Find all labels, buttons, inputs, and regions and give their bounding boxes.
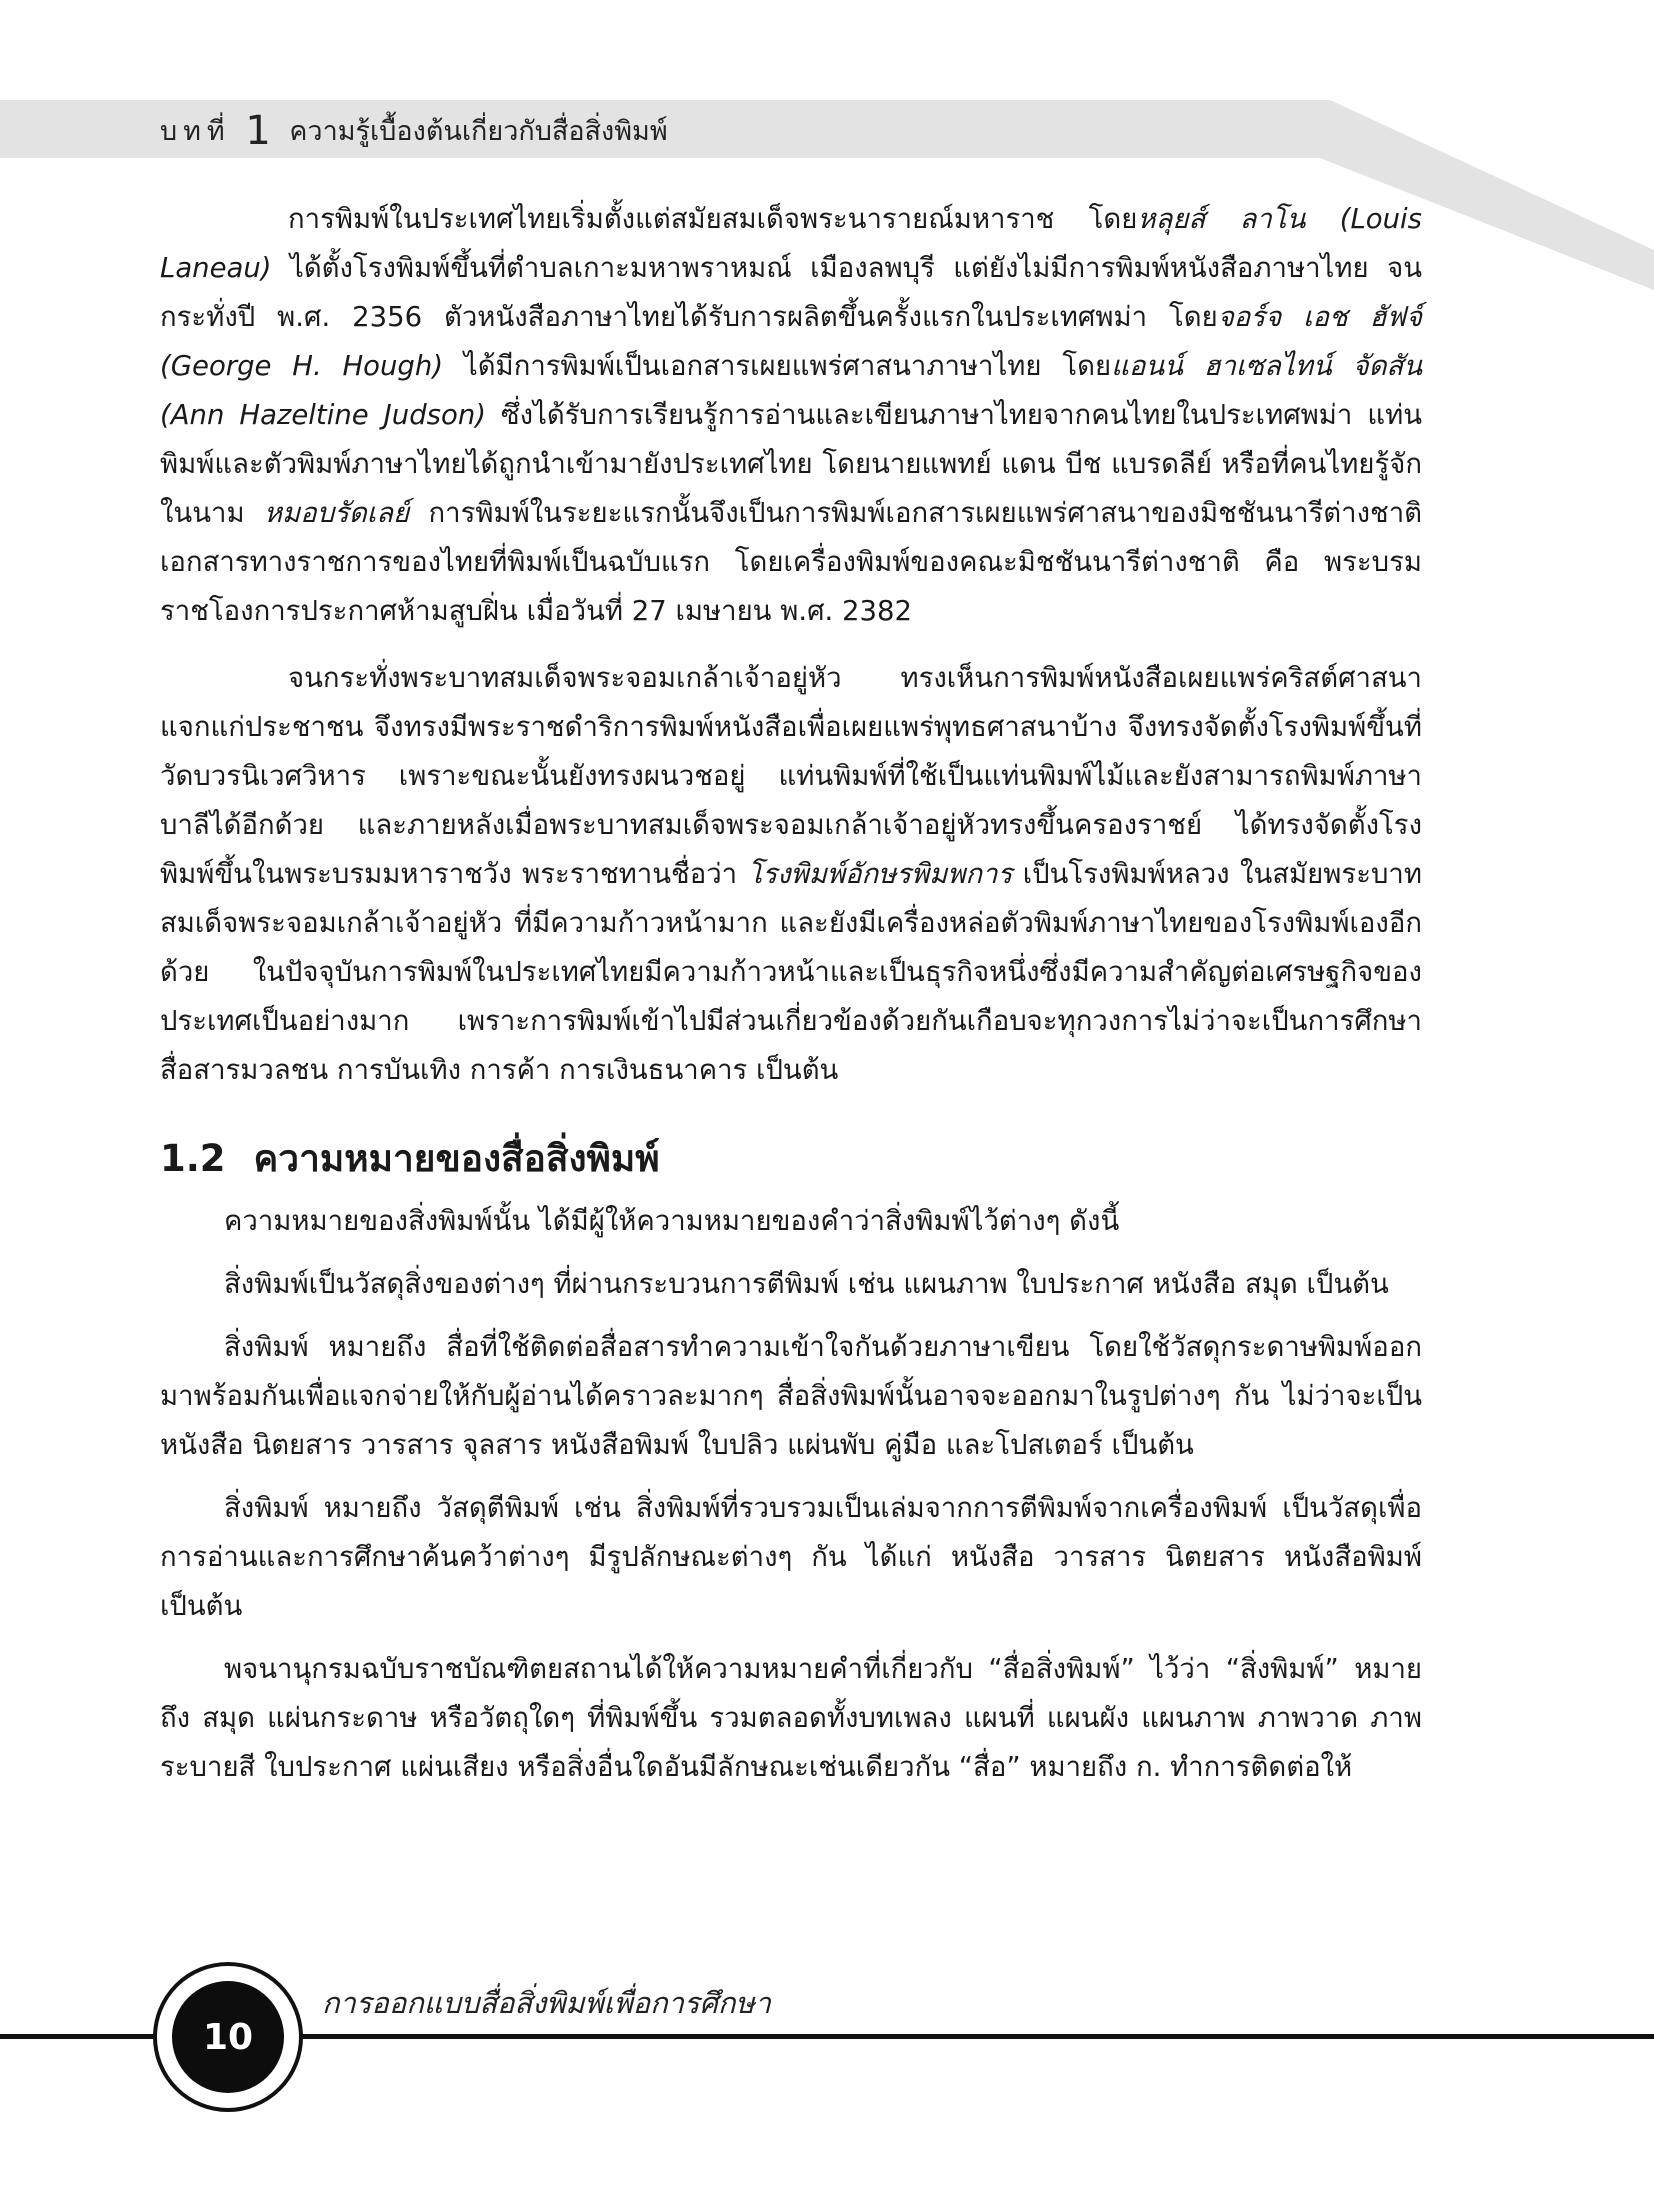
chapter-number: 1 — [245, 108, 271, 154]
running-header — [160, 108, 668, 154]
text-run: จนกระทั่งพระบาทสมเด็จพระจอมเกล้าเจ้าอยู่หัว ทรงเห็นการพิมพ์หนังสือเผยแพร่คริสต์ศาสนาแจกแก่ประชาชน จึงทรงมีพระราชดำริการพิมพ์หนังสือเพื่อเผยแพร่พุทธศาสนาบ้าง จึงทรงจัดตั้งโรงพิมพ์ขึ้นที่วัดบวรนิเวศวิหาร เพราะขณะนั้นยังทรงผนวชอยู่ แท่นพิมพ์ที่ใช้เป็นแท่นพิมพ์ไม้และยังสามารถพิมพ์ภาษาบาลีได้อีกด้วย และภายหลังเมื่อพระบาทสมเด็จพระจอมเกล้าเจ้าอยู่หัวทรงขึ้นครองราชย์ ได้ทรงจัดตั้งโรงพิมพ์ขึ้นในพระบรมมหาราชวัง พระราชทานชื่อว่า — [160, 662, 1422, 890]
text-run: เป็นโรงพิมพ์หลวง ในสมัยพระบาทสมเด็จพระจอมเกล้าเจ้าอยู่หัว ที่มีความก้าวหน้ามาก และยังมีเครื่องหล่อตัวพิมพ์ภาษาไทยของโรงพิมพ์เองอีกด้วย ในปัจจุบันการพิมพ์ในประเทศไทยมีความก้าวหน้าและเป็นธุรกิจหนึ่งซึ่งมีความสำคัญต่อเศรษฐกิจของประเทศเป็นอย่างมาก เพราะการพิมพ์เข้าไปมีส่วนเกี่ยวข้องด้วยกันเกือบจะทุกวงการไม่ว่าจะเป็นการศึกษา สื่อสารมวลชน การบันเทิง การค้า การเงินธนาคาร เป็นต้น — [160, 858, 1422, 1086]
text-run: การพิมพ์ในประเทศไทยเริ่มตั้งแต่สมัยสมเด็จพระนารายณ์มหาราช โดย — [288, 203, 1138, 235]
text-run: ได้มีการพิมพ์เป็นเอกสารเผยแพร่ศาสนาภาษาไทย โดย — [443, 350, 1112, 382]
paragraph-history-1 — [160, 195, 1422, 636]
chapter-title: ความรู้เบื้องต้นเกี่ยวกับสื่อสิ่งพิมพ์ — [289, 116, 668, 147]
page-body — [160, 195, 1422, 1792]
text-run: ได้ตั้งโรงพิมพ์ขึ้นที่ตำบลเกาะมหาพราหมณ์ เมืองลพบุรี แต่ยังไม่มีการพิมพ์หนังสือภาษาไทย จนกระทั่งปี พ.ศ. 2356 ตัวหนังสือภาษาไทยได้รับการผลิตขึ้นครั้งแรกในประเทศพม่า โดย — [160, 252, 1422, 333]
section-number: 1.2 — [160, 1137, 226, 1180]
paragraph-definition-2: สิ่งพิมพ์ หมายถึง สื่อที่ใช้ติดต่อสื่อสารทำความเข้าใจกันด้วยภาษาเขียน โดยใช้วัสดุกระดาษพิมพ์ออกมาพร้อมกันเพื่อแจกจ่ายให้กับผู้อ่านได้คราวละมากๆ สื่อสิ่งพิมพ์นั้นอาจจะออกมาในรูปต่างๆ กัน ไม่ว่าจะเป็นหนังสือ นิตยสาร วารสาร จุลสาร หนังสือพิมพ์ ใบปลิว แผ่นพับ คู่มือ และโปสเตอร์ เป็นต้น — [160, 1331, 1422, 1461]
italic-press-name: โรงพิมพ์อักษรพิมพการ — [747, 858, 1013, 890]
paragraph-dictionary-definition: พจนานุกรมฉบับราชบัณฑิตยสถานได้ให้ความหมายคำที่เกี่ยวกับ “สื่อสิ่งพิมพ์” ไว้ว่า “สิ่งพิมพ์” หมายถึง สมุด แผ่นกระดาษ หรือวัตถุใดๆ ที่พิมพ์ขึ้น รวมตลอดทั้งบทเพลง แผนที่ แผนผัง แผนภาพ ภาพวาด ภาพระบายสี ใบประกาศ แผ่นเสียง หรือสิ่งอื่นใดอันมีลักษณะเช่นเดียวกัน “สื่อ” หมายถึง ก. ทำการติดต่อให้ — [160, 1653, 1422, 1783]
page-number: 10 — [172, 1981, 284, 2093]
paragraph-meaning-intro: ความหมายของสิ่งพิมพ์นั้น ได้มีผู้ให้ความหมายของคำว่าสิ่งพิมพ์ไว้ต่างๆ ดังนี้ — [224, 1205, 1120, 1237]
chapter-word: บทที่ — [160, 116, 231, 147]
italic-name-mor-bradley: หมอบรัดเลย์ — [263, 497, 410, 529]
italic-name-ann-judson: แอนน์ ฮาเซลไทน์ จัดสัน (Ann Hazeltine Judson) — [160, 350, 1423, 431]
text-run: ซึ่งได้รับการเรียนรู้การอ่านและเขียนภาษาไทยจากคนไทยในประเทศพม่า แท่นพิมพ์และตัวพิมพ์ภาษาไทยได้ถูกนำเข้ามายังประเทศไทย โดยนายแพทย์ แดน บีช แบรดลีย์ หรือที่คนไทยรู้จักในนาม — [160, 399, 1422, 529]
italic-name-louis-laneau: หลุยส์ ลาโน (Louis Laneau) — [160, 203, 1422, 284]
paragraph-definition-1: สิ่งพิมพ์เป็นวัสดุสิ่งของต่างๆ ที่ผ่านกระบวนการตีพิมพ์ เช่น แผนภาพ ใบประกาศ หนังสือ สมุด เป็นต้น — [224, 1268, 1389, 1300]
book-title: การออกแบบสื่อสิ่งพิมพ์เพื่อการศึกษา — [322, 1986, 771, 2020]
italic-name-george-hough: จอร์จ เอช ฮัฟจ์ (George H. Hough) — [160, 301, 1422, 382]
paragraph-definition-3: สิ่งพิมพ์ หมายถึง วัสดุตีพิมพ์ เช่น สิ่งพิมพ์ที่รวบรวมเป็นเล่มจากการตีพิมพ์จากเครื่องพิมพ์ เป็นวัสดุเพื่อการอ่านและการศึกษาค้นคว้าต่างๆ มีรูปลักษณะต่างๆ กัน ได้แก่ หนังสือ วารสาร นิตยสาร หนังสือพิมพ์ เป็นต้น — [160, 1492, 1422, 1622]
text-run: การพิมพ์ในระยะแรกนั้นจึงเป็นการพิมพ์เอกสารเผยแพร่ศาสนาของมิชชันนารีต่างชาติ เอกสารทางราชการของไทยที่พิมพ์เป็นฉบับแรก โดยเครื่องพิมพ์ของคณะมิชชันนารีต่างชาติ คือ พระบรมราชโองการประกาศห้ามสูบฝิ่น เมื่อวันที่ 27 เมษายน พ.ศ. 2382 — [160, 497, 1422, 627]
section-title: ความหมายของสื่อสิ่งพิมพ์ — [253, 1137, 660, 1180]
section-heading — [160, 1129, 1422, 1189]
paragraph-history-2 — [160, 654, 1422, 1095]
